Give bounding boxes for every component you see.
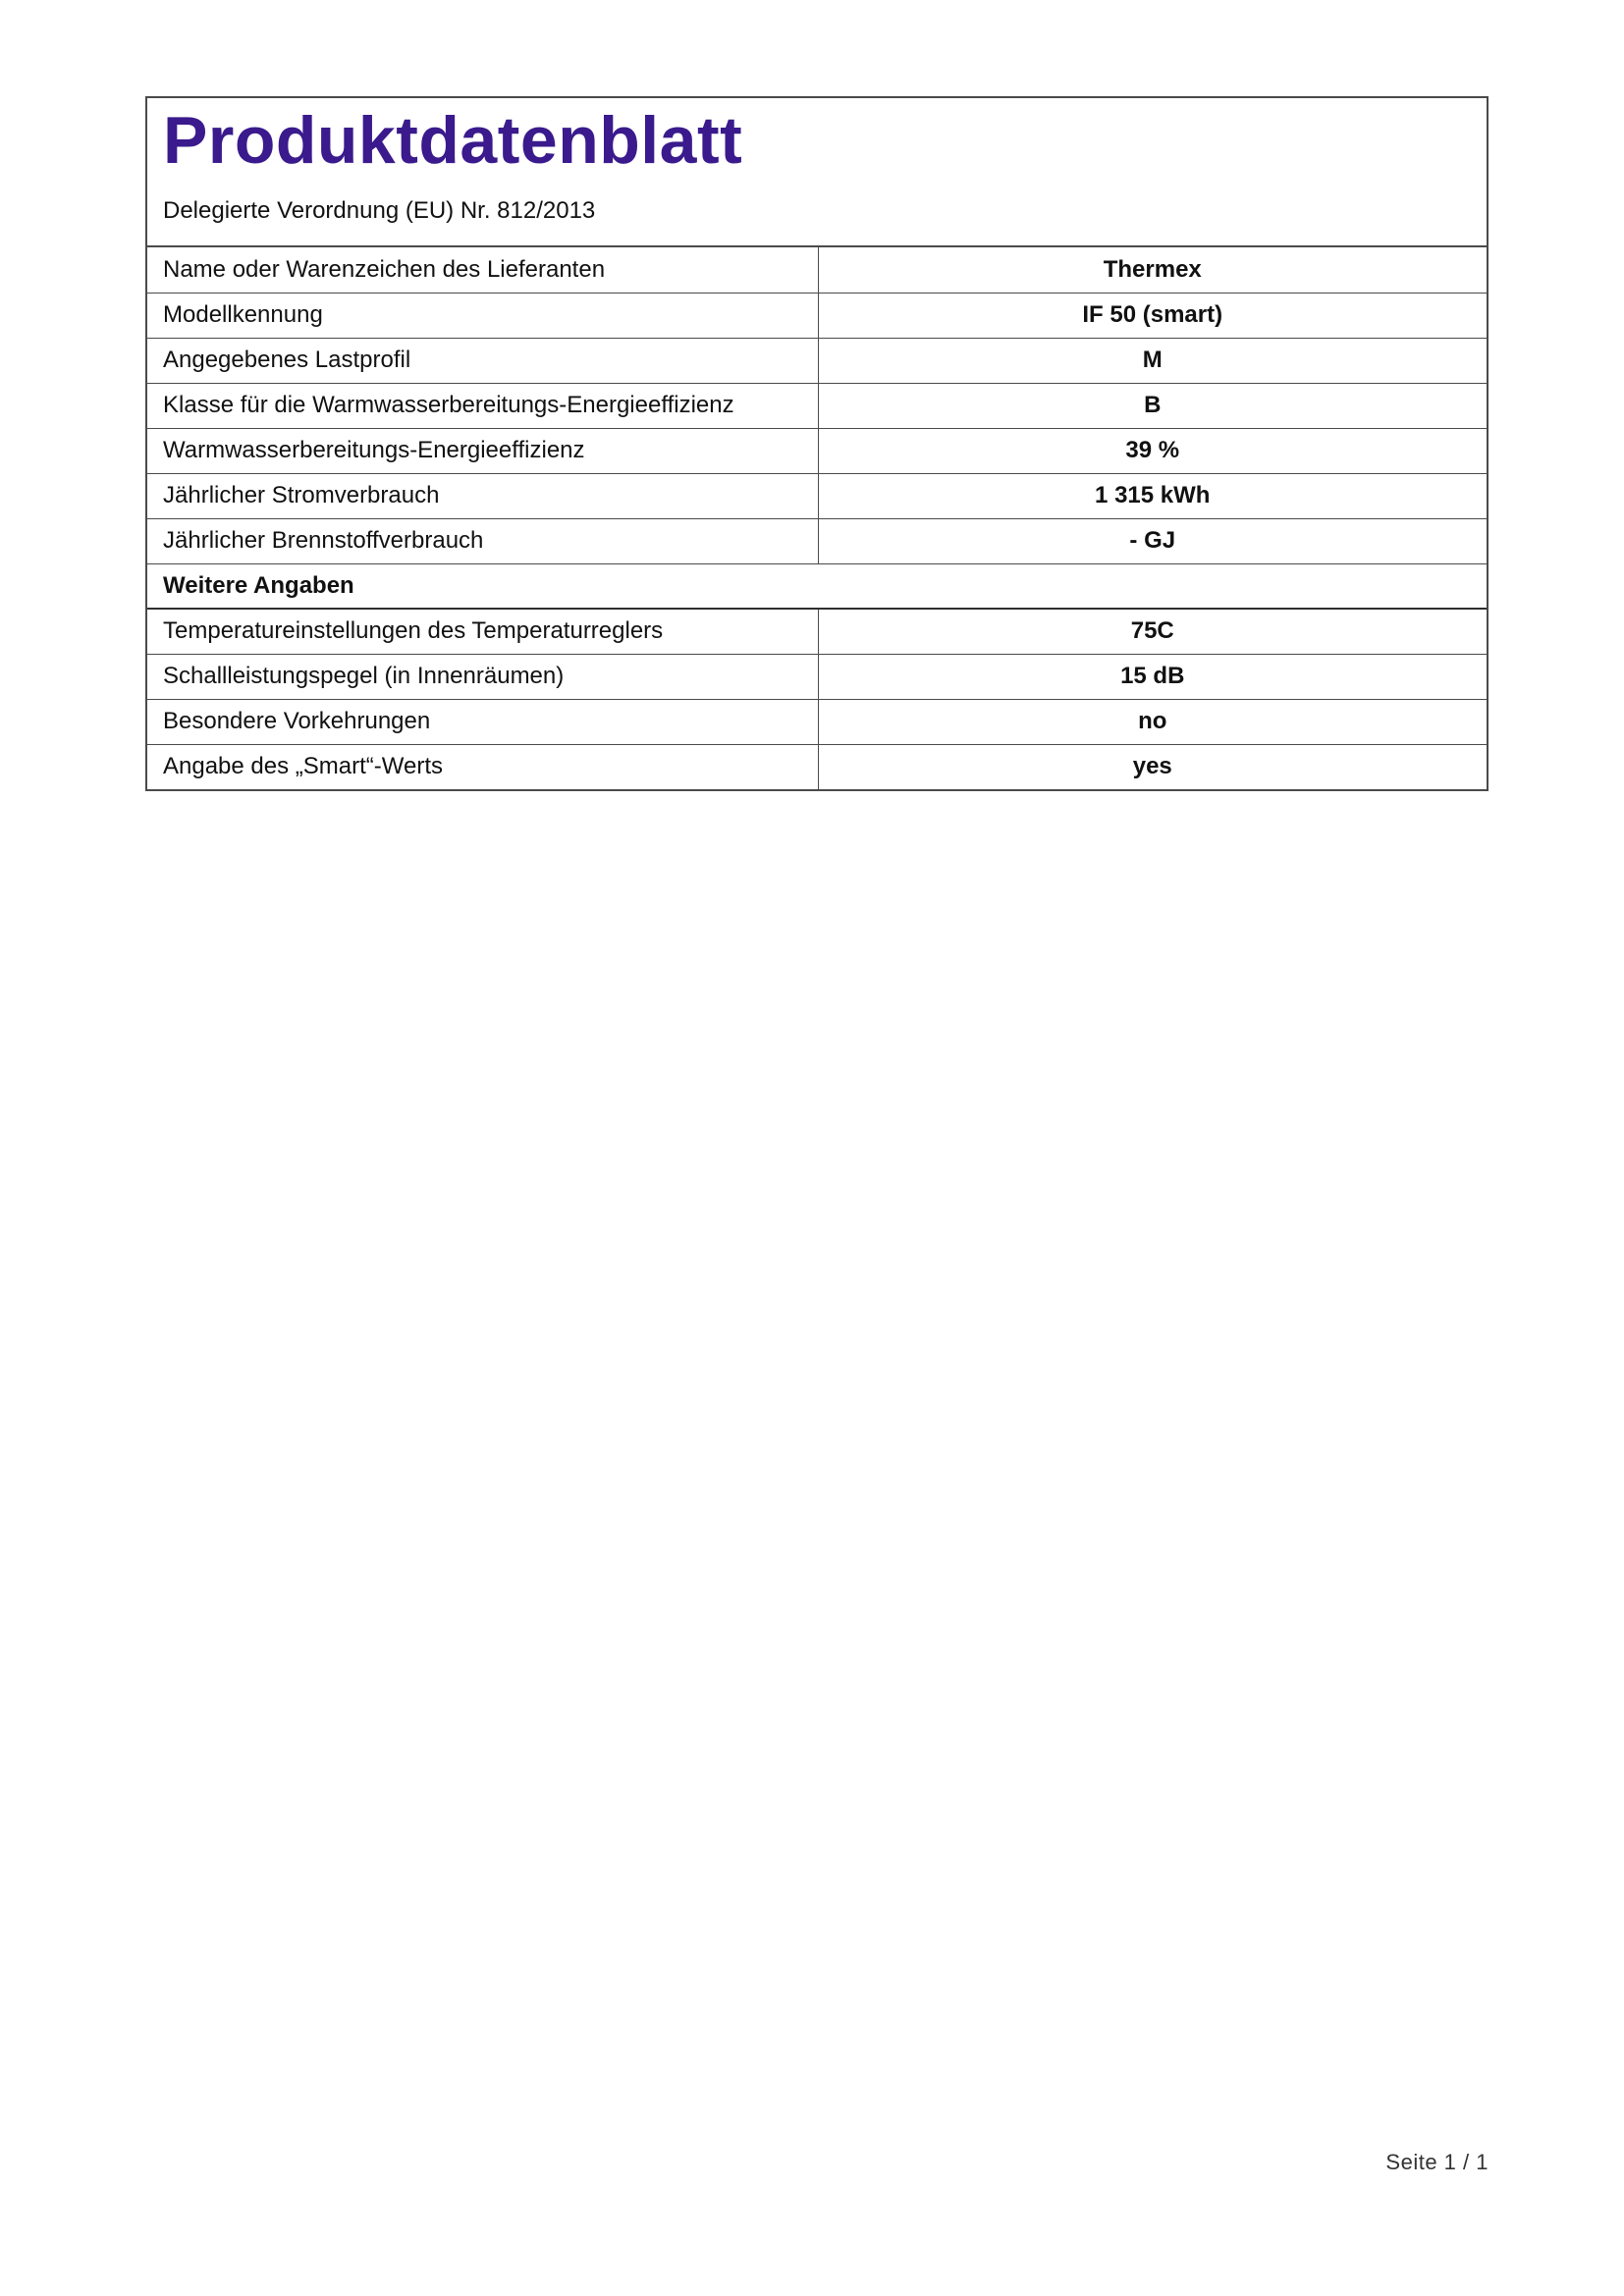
row-value: Thermex: [1103, 255, 1202, 283]
table-row: [147, 247, 1487, 293]
row-label: Name oder Warenzeichen des Lieferanten: [147, 247, 818, 293]
row-value: - GJ: [818, 518, 1487, 563]
row-value: 1 315 kWh: [818, 473, 1487, 518]
section-title: Weitere Angaben: [147, 563, 1487, 609]
row-label: Besondere Vorkehrungen: [147, 699, 818, 744]
row-value: yes: [818, 744, 1487, 789]
product-data-table: [147, 247, 1487, 789]
row-label: Temperatureinstellungen des Temperaturreglers: [147, 609, 818, 654]
row-label: Angegebenes Lastprofil: [147, 338, 818, 383]
table-row: [147, 293, 1487, 338]
page-title: Produktdatenblatt: [163, 103, 743, 178]
table-row: [147, 654, 1487, 699]
table-row: [147, 744, 1487, 789]
row-label: Schallleistungspegel (in Innenräumen): [147, 654, 818, 699]
row-value: IF 50 (smart): [818, 293, 1487, 338]
table-row: [147, 383, 1487, 428]
row-label: Jährlicher Brennstoffverbrauch: [147, 518, 818, 563]
row-label: Angabe des „Smart“-Werts: [147, 744, 818, 789]
row-label: Klasse für die Warmwasserbereitungs-Energieeffizienz: [147, 383, 818, 428]
regulation-subtitle: Delegierte Verordnung (EU) Nr. 812/2013: [163, 197, 596, 224]
row-label: Warmwasserbereitungs-Energieeffizienz: [147, 428, 818, 473]
row-value: 39 %: [818, 428, 1487, 473]
row-value: B: [818, 383, 1487, 428]
table-row: [147, 473, 1487, 518]
table-row: [147, 428, 1487, 473]
product-data-sheet: [145, 96, 1489, 791]
table-row: [147, 518, 1487, 563]
table-row: [147, 609, 1487, 654]
row-value: no: [818, 699, 1487, 744]
row-label: Modellkennung: [147, 293, 818, 338]
row-value: 75C: [818, 609, 1487, 654]
row-label: Jährlicher Stromverbrauch: [147, 473, 818, 518]
section-header-row: [147, 563, 1487, 609]
table-row: [147, 338, 1487, 383]
table-row: [147, 699, 1487, 744]
row-value: 15 dB: [818, 654, 1487, 699]
sheet-header: [147, 98, 1487, 247]
page-number: Seite 1 / 1: [1385, 2150, 1489, 2174]
row-value: M: [818, 338, 1487, 383]
